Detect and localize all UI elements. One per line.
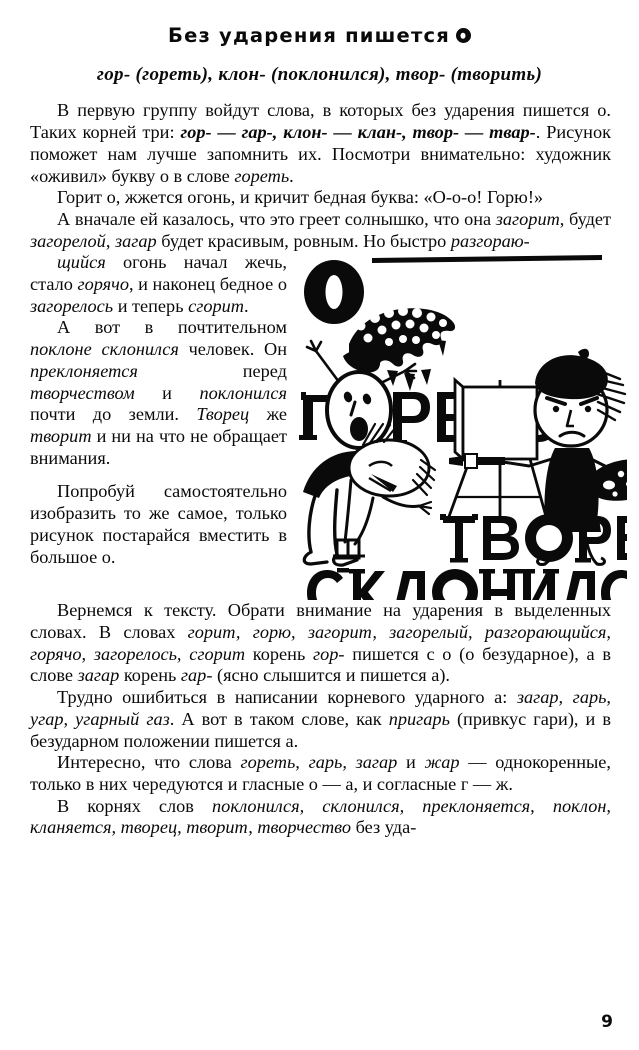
paragraph-4-text: А вот в почтительном поклоне склонился человек. Он преклоняется перед творчеством и поклонился почти до земли. Творец же творит и ни на что не обращает внимания.	[30, 317, 288, 468]
bowing-man-icon	[303, 424, 435, 565]
paragraph-6-text: Вернемся к тексту. Обрати внимание на ударения в выделенных словах. В словах горит, горю, загорит, загорелый, разгорающийся, горячо, загорелось, сгорит корень гор- пишется с о (о безударное), а в слове загар корень гар- (ясно слышится и пишется а).	[30, 600, 611, 686]
paragraph-7-text: Трудно ошибиться в написании корневого ударного а: загар, гарь, угар, угарный газ. А вот в таком слове, как пригарь (привкус гари), и в безударном положении пишется а.	[30, 687, 612, 751]
paragraph-7	[30, 687, 611, 752]
easel-icon	[447, 380, 547, 522]
paragraph-8	[30, 752, 611, 795]
closing-paragraphs	[30, 600, 611, 839]
top-rule-line	[372, 255, 602, 263]
paragraph-3-lead-text: А вначале ей казалось, что это греет солнышко, что она загорит, будет загорелой, загар будет красивым, ровным. Но быстро разгораю-	[30, 208, 612, 251]
paragraph-5-text: Попробуй самостоятельно изобразить то же самое, только рисунок постарайся вместить в большое о.	[30, 481, 287, 567]
paragraph-3-lead	[30, 209, 611, 252]
illustrated-section	[30, 252, 611, 600]
paragraph-9-text: В корнях слов поклонился, склонился, преклоняется, поклон, кланяется, творец, творит, творчество без уда-	[30, 795, 612, 838]
caption-tvorec	[440, 514, 627, 567]
page-number: 9	[601, 1012, 613, 1032]
page-title-text: Без ударения пишется	[168, 24, 450, 47]
paragraph-2-text: Горит о, жжется огонь, и кричит бедная буква: «О-о-о! Горю!»	[57, 187, 544, 208]
paragraph-8-text: Интересно, что слова гореть, гарь, загар и жар — однокоренные, только в них чередуются и гласные о — а, и согласные г — ж.	[30, 752, 611, 794]
burning-letter-o-and-artist-illustration	[297, 252, 627, 600]
paragraph-9	[30, 796, 611, 839]
intro-paragraphs	[30, 100, 611, 252]
caption-sklonilsya	[307, 568, 627, 600]
paragraph-6	[30, 600, 611, 687]
filled-circle-letter-o-icon	[456, 28, 471, 43]
roots-line: гор- (гореть), клон- (поклонился), твор- (творить)	[96, 64, 543, 86]
page-title	[0, 25, 639, 46]
hat-in-hand-icon	[333, 540, 365, 558]
big-letter-o-glyph	[304, 260, 364, 324]
paragraph-2	[30, 187, 611, 209]
paragraph-1-text: В первую группу войдут слова, в которых без ударения пишется о. Таких корней три: гор- — гар-, клон- — клан-, твор- — твар-. Рисунок поможет нам лучше запомнить их. Посмотри внимательно: художник «оживил» букву о в слове гореть.	[30, 100, 611, 186]
paragraph-1	[30, 100, 611, 187]
paragraph-3-cont-text: щийся огонь начал жечь, стало горячо, и наконец бедное о загорелось и теперь сгорит.	[30, 252, 287, 316]
